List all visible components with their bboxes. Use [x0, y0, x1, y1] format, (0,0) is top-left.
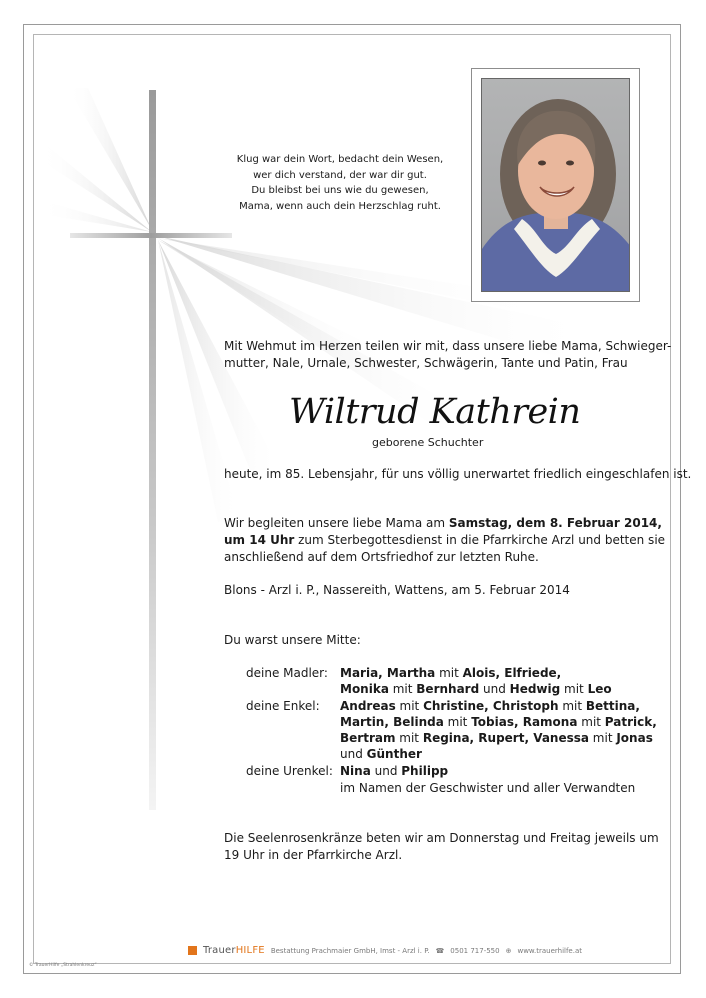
family-line: [340, 698, 640, 714]
family-names: Monika: [340, 682, 389, 696]
family-connector: mit: [577, 715, 605, 729]
family-connector: und: [479, 682, 510, 696]
cross-vertical-beam: [149, 90, 156, 810]
family-connector: und: [340, 747, 367, 761]
family-closing: im Namen der Geschwister und aller Verwandten: [340, 781, 636, 795]
logo-part: Trauer: [203, 945, 236, 956]
place-date: Blons - Arzl i. P., Nassereith, Wattens, am 5. Februar 2014: [224, 583, 570, 597]
intro-line-1: Mit Wehmut im Herzen teilen wir mit, dass unsere liebe Mama, Schwieger-: [224, 339, 672, 353]
service-line-1: [224, 515, 662, 532]
service-date: Samstag, dem 8. Februar 2014,: [448, 516, 662, 530]
image-credit: © TrauerHilfe „Strahlenkreuz“: [29, 963, 97, 968]
madler-label: deine Madler:: [246, 666, 328, 680]
logo-part: HILFE: [235, 945, 265, 956]
globe-icon: ⊕: [505, 946, 512, 955]
family-connector: mit: [560, 682, 588, 696]
family-names: Philipp: [401, 764, 449, 778]
family-names: Andreas: [340, 699, 396, 713]
service-text: Wir begleiten unsere liebe Mama am: [224, 516, 449, 530]
family-connector: mit: [588, 731, 617, 745]
portrait-frame: [471, 68, 640, 302]
rosary-line-1: Die Seelenrosenkränze beten wir am Donnerstag und Freitag jeweils um: [224, 831, 659, 845]
portrait-photo: [481, 78, 630, 292]
intro-line-2: mutter, Nale, Urnale, Schwester, Schwägerin, Tante und Patin, Frau: [224, 356, 628, 370]
family-names: Günther: [366, 747, 422, 761]
phone-icon: ☎: [435, 946, 445, 955]
family-line: [340, 714, 657, 730]
family-connector: mit: [388, 682, 417, 696]
deceased-name: Wiltrud Kathrein: [289, 392, 581, 432]
family-line: [340, 746, 422, 762]
family-names: Patrick,: [604, 715, 657, 729]
family-line: [340, 665, 561, 681]
poem-line: Klug war dein Wort, bedacht dein Wesen,: [236, 154, 444, 165]
family-line: [340, 730, 653, 746]
family-connector: und: [370, 764, 402, 778]
family-names: Regina, Rupert, Vanessa: [422, 731, 589, 745]
family-names: Jonas: [616, 731, 653, 745]
family-connector: mit: [435, 666, 463, 680]
enkel-label: deine Enkel:: [246, 699, 320, 713]
footer-company: Bestattung Prachmaier GmbH, Imst - Arzl i. P.: [270, 946, 430, 955]
service-line-2: [224, 532, 665, 549]
family-connector: mit: [395, 699, 424, 713]
family-line: [340, 681, 612, 697]
light-ray: [68, 88, 152, 230]
family-names: Bertram: [340, 731, 396, 745]
family-connector: mit: [558, 699, 586, 713]
service-text: zum Sterbegottesdienst in die Pfarrkirche Arzl und betten sie: [294, 533, 666, 547]
footer-phone: 0501 717-550: [450, 946, 500, 955]
family-line: [340, 763, 448, 779]
family-names: Christine, Christoph: [423, 699, 559, 713]
family-connector: mit: [395, 731, 423, 745]
service-time: um 14 Uhr: [224, 533, 295, 547]
birth-name: geborene Schuchter: [372, 436, 484, 449]
poem-line: Du bleibst bei uns wie du gewesen,: [251, 185, 429, 196]
light-ray: [40, 200, 152, 232]
family-names: Tobias, Ramona: [471, 715, 578, 729]
family-intro: Du warst unsere Mitte:: [224, 633, 361, 647]
rosary-line-2: 19 Uhr in der Pfarrkirche Arzl.: [224, 848, 403, 862]
family-names: Bernhard: [416, 682, 480, 696]
memorial-poem: [215, 152, 465, 214]
urenkel-label: deine Urenkel:: [246, 764, 333, 778]
family-names: Alois, Elfriede,: [462, 666, 562, 680]
family-connector: mit: [443, 715, 472, 729]
family-names: Leo: [587, 682, 612, 696]
poem-line: wer dich verstand, der war dir gut.: [253, 169, 427, 181]
family-names: Maria, Martha: [340, 666, 436, 680]
family-names: Bettina,: [585, 699, 640, 713]
cross-horizontal-beam: [70, 233, 232, 238]
footer: [188, 945, 582, 956]
service-line-3: anschließend auf dem Ortsfriedhof zur letzten Ruhe.: [224, 550, 539, 564]
family-names: Hedwig: [509, 682, 561, 696]
family-names: Martin, Belinda: [340, 715, 444, 729]
trauerhilfe-logo: [203, 945, 265, 956]
poem-line: Mama, wenn auch dein Herzschlag ruht.: [239, 200, 441, 212]
family-names: Nina: [340, 764, 371, 778]
passing-text: heute, im 85. Lebensjahr, für uns völlig unerwartet friedlich eingeschlafen ist.: [224, 467, 692, 481]
trauerhilfe-logo-icon: [188, 946, 197, 955]
footer-web[interactable]: www.trauerhilfe.at: [517, 946, 582, 955]
